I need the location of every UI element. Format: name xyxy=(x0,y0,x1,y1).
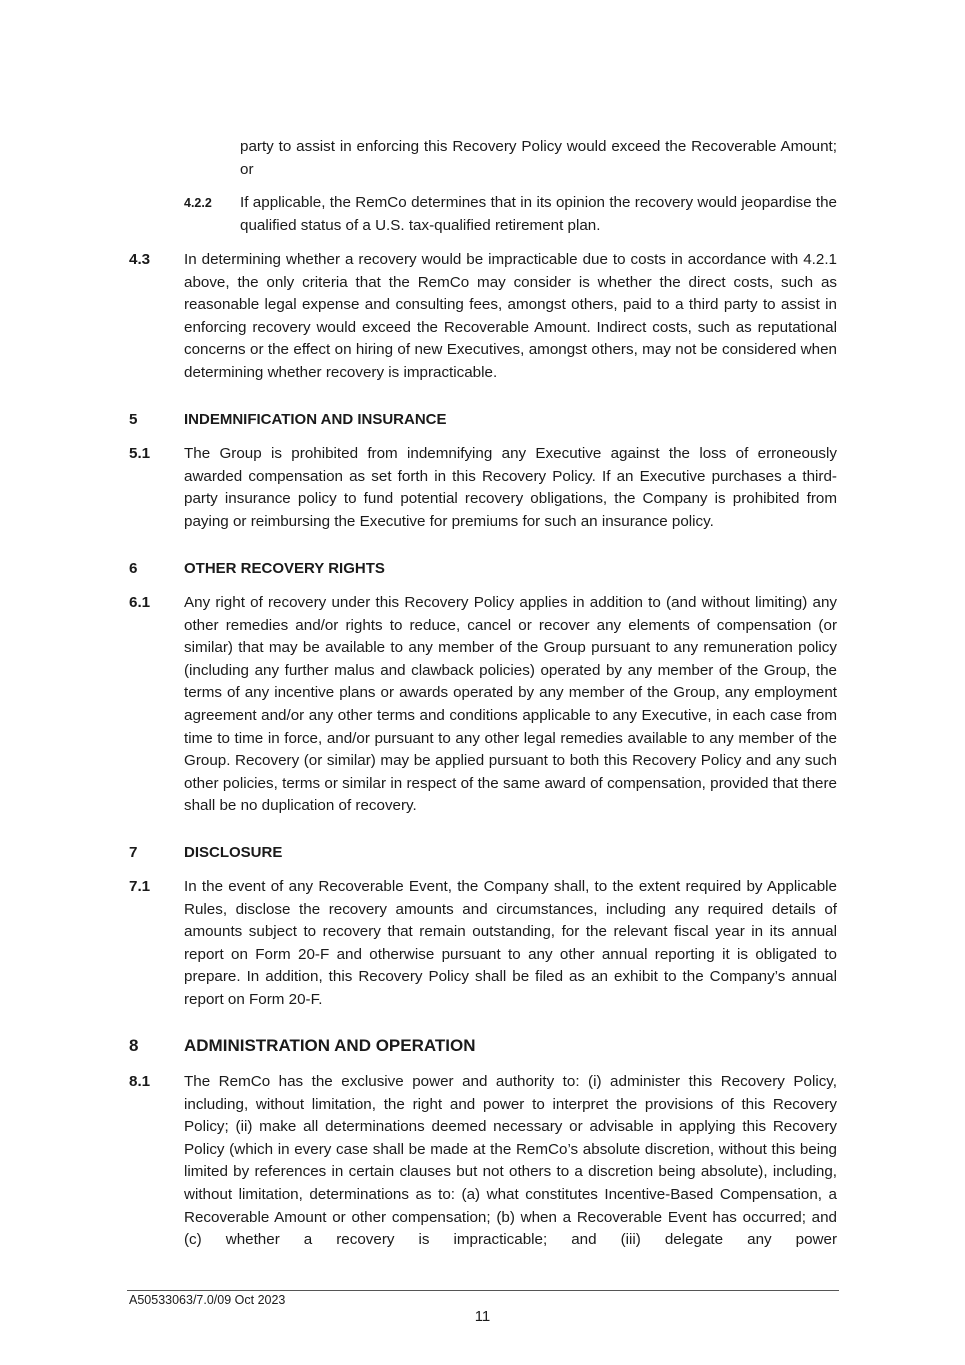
section-number: 8 xyxy=(129,1036,139,1055)
clause-text: The RemCo has the exclusive power and authority to: (i) administer this Recovery Policy, including, without limitation, the right and power to interpret the provisions of this Recovery Policy; (ii) make all determinations deemed necessary or advisable in applying this Recovery Policy (which in every case shall be made at the RemCo’s absolute discretion, without this being limited by references in certain clauses but not others to a discretion being absolute), including, without limitation, determinations as to: (a) what constitutes Incentive-Based Compensation, a Recoverable Amount or other compensation; (b) when a Recoverable Event has occurred; and (c) whether a recovery is impracticable; and (iii) delegate any power xyxy=(184,1073,837,1249)
clause-number: 5.1 xyxy=(129,445,151,462)
clause-number: 6.1 xyxy=(129,594,151,611)
document-reference: A50533063/7.0/09 Oct 2023 xyxy=(129,1293,286,1307)
section-title: DISCLOSURE xyxy=(184,844,283,861)
clause-number: 4.3 xyxy=(129,251,151,268)
section-heading-8 xyxy=(129,1035,837,1058)
section-title: OTHER RECOVERY RIGHTS xyxy=(184,560,385,577)
clause-4-3 xyxy=(129,249,837,385)
clause-number: 7.1 xyxy=(129,878,151,895)
clause-7-1 xyxy=(129,876,837,1012)
section-heading-6 xyxy=(129,558,837,581)
section-title: ADMINISTRATION AND OPERATION xyxy=(184,1036,476,1055)
clause-text: In the event of any Recoverable Event, the Company shall, to the extent required by Applicable Rules, disclose the recovery amounts and circumstances, including any required details of amounts subject to recovery that remain outstanding, for the relevant fiscal year in its annual report on Form 20-F and otherwise pursuant to any other annual reporting it is obligated to prepare. In addition, this Recovery Policy shall be filed as an exhibit to the Company’s annual report on Form 20-F. xyxy=(184,878,837,1008)
clause-text: party to assist in enforcing this Recovery Policy would exceed the Recoverable Amount; or xyxy=(240,138,837,178)
clause-text: The Group is prohibited from indemnifying any Executive against the loss of erroneously awarded compensation as set forth in this Recovery Policy. If an Executive purchases a third-party insurance policy to fund potential recovery obligations, the Company is prohibited from paying or reimbursing the Executive for premiums for such an insurance policy. xyxy=(184,445,837,530)
footer-divider xyxy=(127,1290,839,1291)
clause-number: 4.2.2 xyxy=(184,196,212,210)
section-heading-5 xyxy=(129,409,837,432)
section-title: INDEMNIFICATION AND INSURANCE xyxy=(184,411,447,428)
clause-4-2-1-continued xyxy=(129,136,837,181)
clause-5-1 xyxy=(129,443,837,533)
clause-text: In determining whether a recovery would be impracticable due to costs in accordance with 4.2.1 above, the only criteria that the RemCo may consider is whether the direct costs, such as reasonable legal expense and consulting fees, amongst others, paid to a third party to assist in enforcing recovery would exceed the Recoverable Amount. Indirect costs, such as reputational concerns or the effect on hiring of new Executives, amongst others, may not be considered when determining whether recovery is impracticable. xyxy=(184,251,837,381)
section-number: 7 xyxy=(129,844,138,861)
section-number: 6 xyxy=(129,560,138,577)
clause-text: Any right of recovery under this Recovery Policy applies in addition to (and without limiting) any other remedies and/or rights to reduce, cancel or recover any elements of compensation (or similar) that may be available to any member of the Group pursuant to any remuneration policy (including any further malus and clawback policies) operated by any member of the Group, the terms of any incentive plans or awards operated by any member of the Group, any employment agreement and/or any other terms and conditions applicable to any Executive, in each case from time to time in force, and/or pursuant to any other legal remedies available to any member of the Group. Recovery (or similar) may be applied pursuant to both this Recovery Policy and any such other policies, terms or similar in respect of the same award of compensation, provided that there shall be no duplication of recovery. xyxy=(184,594,837,815)
clause-6-1 xyxy=(129,592,837,818)
clause-4-2-2 xyxy=(129,192,837,237)
clause-8-1 xyxy=(129,1071,837,1252)
clause-number: 8.1 xyxy=(129,1073,151,1090)
page-number: 11 xyxy=(474,1308,491,1325)
clause-text: If applicable, the RemCo determines that in its opinion the recovery would jeopardise the qualified status of a U.S. tax-qualified retirement plan. xyxy=(240,194,837,234)
section-number: 5 xyxy=(129,411,138,428)
section-heading-7 xyxy=(129,842,837,865)
